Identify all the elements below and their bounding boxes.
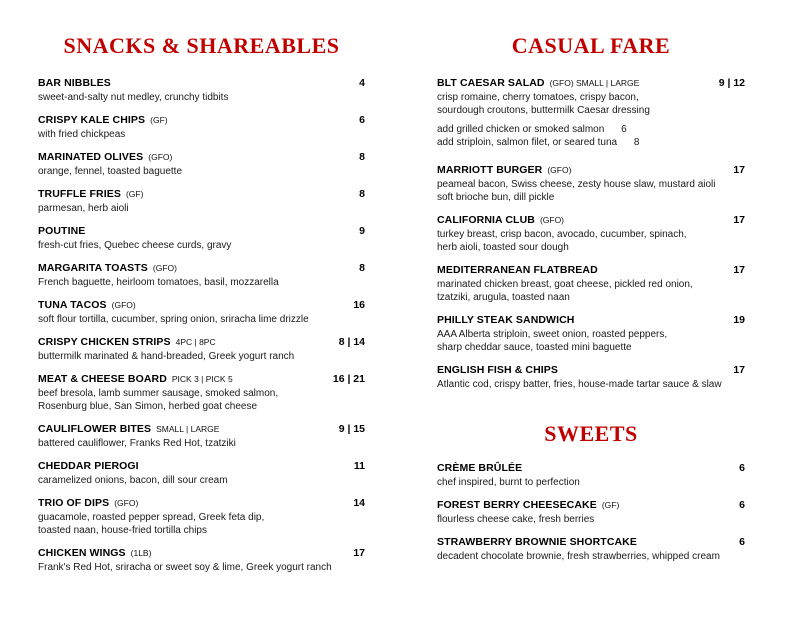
item-name: TRIO OF DIPS: [38, 497, 110, 509]
item-name: CAULIFLOWER BITES: [38, 423, 152, 435]
item-price: 19: [733, 314, 745, 326]
item-name: MARINATED OLIVES: [38, 151, 144, 163]
item-description: fresh-cut fries, Quebec cheese curds, gravy: [38, 240, 232, 251]
menu-item-poutine: [38, 224, 365, 252]
menu-item-crispy-chicken-strips: [38, 335, 365, 363]
item-price: 14: [353, 497, 365, 509]
item-description: with fried chickpeas: [38, 129, 126, 140]
item-suffix: 4PC | 8PC: [175, 337, 216, 347]
item-description: Rosenburg blue, San Simon, herbed goat cheese: [38, 401, 258, 412]
addon-line: [437, 123, 745, 136]
item-price: 9 | 12: [718, 77, 745, 89]
item-price: 17: [733, 164, 745, 176]
item-suffix: (GFO): [114, 498, 139, 508]
item-description: tzatziki, arugula, toasted naan: [437, 292, 570, 303]
addon-text: add grilled chicken or smoked salmon: [437, 124, 605, 135]
item-description: Atlantic cod, crispy batter, fries, house-made tartar sauce & slaw: [437, 379, 722, 390]
menu-item-cheddar-pierogi: [38, 459, 365, 487]
item-price: 17: [353, 547, 365, 559]
menu-item-header: [437, 461, 745, 476]
item-name: ENGLISH FISH & CHIPS: [437, 364, 559, 376]
menu-item-trio-of-dips: [38, 496, 365, 537]
item-price: 4: [359, 77, 365, 89]
item-price: 17: [733, 214, 745, 226]
item-name: CRISPY CHICKEN STRIPS: [38, 336, 171, 348]
menu-item-header: [38, 422, 365, 437]
item-description: flourless cheese cake, fresh berries: [437, 514, 595, 525]
snacks-column: [38, 33, 365, 583]
item-price: 8: [359, 188, 365, 200]
menu-item-header: [437, 163, 745, 178]
menu-item-header: [437, 76, 745, 91]
menu-item-header: [437, 313, 745, 328]
item-description: chef inspired, burnt to perfection: [437, 477, 580, 488]
section-casual-fare: [437, 33, 745, 391]
menu-item-header: [38, 76, 365, 91]
item-description: sweet-and-salty nut medley, crunchy tidbits: [38, 92, 229, 103]
item-suffix: (GFO): [547, 165, 572, 175]
item-name: BAR NIBBLES: [38, 77, 111, 89]
item-price: 17: [733, 364, 745, 376]
menu-item-truffle-fries: [38, 187, 365, 215]
item-name: BLT CAESAR SALAD: [437, 77, 545, 89]
menu-item-header: [437, 363, 745, 378]
item-description: turkey breast, crisp bacon, avocado, cucumber, spinach,: [437, 229, 687, 240]
menu-item-mediterranean-flatbread: [437, 263, 745, 304]
item-price: 8: [359, 151, 365, 163]
item-name: MARRIOTT BURGER: [437, 164, 543, 176]
item-price: 6: [739, 499, 745, 511]
item-suffix: SMALL | LARGE: [156, 424, 220, 434]
item-price: 11: [353, 460, 365, 472]
item-price: 8: [359, 262, 365, 274]
addon-line: [437, 136, 745, 149]
casual-fare-column: [437, 33, 745, 572]
item-description: beef bresola, lamb summer sausage, smoked salmon,: [38, 388, 279, 399]
menu-item-crispy-kale-chips: [38, 113, 365, 141]
addon-price: 8: [633, 137, 640, 148]
item-description: soft flour tortilla, cucumber, spring onion, sriracha lime drizzle: [38, 314, 309, 325]
menu-item-tuna-tacos: [38, 298, 365, 326]
menu-item-header: [38, 546, 365, 561]
item-name: MEAT & CHEESE BOARD: [38, 373, 167, 385]
item-suffix: (GFO): [152, 263, 177, 273]
item-name: TRUFFLE FRIES: [38, 188, 121, 200]
item-price: 6: [739, 536, 745, 548]
section-sweets: [437, 421, 745, 563]
item-description: peameal bacon, Swiss cheese, zesty house slaw, mustard aioli: [437, 179, 716, 190]
item-suffix: (GFO): [539, 215, 565, 225]
item-description: sharp cheddar sauce, toasted mini baguette: [437, 342, 632, 353]
menu-item-header: [437, 263, 745, 278]
item-name: FOREST BERRY CHEESECAKE: [437, 499, 597, 511]
item-name: PHILLY STEAK SANDWICH: [437, 314, 575, 326]
menu-item-bar-nibbles: [38, 76, 365, 104]
item-name: TUNA TACOS: [38, 299, 107, 311]
section-title-casual-fare: CASUAL FARE: [511, 33, 671, 58]
menu-item-creme-brulee: [437, 461, 745, 489]
menu-item-header: [38, 459, 365, 474]
item-description: toasted naan, house-fried tortilla chips: [38, 525, 207, 536]
menu-item-header: [38, 335, 365, 350]
item-price: 16: [353, 299, 365, 311]
item-description: Frank's Red Hot, sriracha or sweet soy & lime, Greek yogurt ranch: [38, 562, 332, 573]
menu-item-philly-steak-sandwich: [437, 313, 745, 354]
item-name: MARGARITA TOASTS: [38, 262, 148, 274]
addon-price: 6: [621, 124, 627, 135]
item-name: MEDITERRANEAN FLATBREAD: [437, 264, 598, 276]
item-name: CHICKEN WINGS: [38, 547, 126, 559]
item-price: 17: [733, 264, 745, 276]
menu-item-header: [38, 224, 365, 239]
item-suffix: (GFO): [111, 300, 136, 310]
item-name: CALIFORNIA CLUB: [437, 214, 535, 226]
item-addons: [437, 123, 745, 149]
item-suffix: (GF): [601, 500, 620, 510]
item-price: 6: [359, 114, 365, 126]
item-price: 9: [359, 225, 365, 237]
menu-item-header: [38, 150, 365, 165]
item-suffix: (1LB): [130, 548, 152, 558]
item-description: guacamole, roasted pepper spread, Greek feta dip,: [38, 512, 265, 523]
menu-item-english-fish-chips: [437, 363, 745, 391]
menu-item-blt-caesar-salad: [437, 76, 745, 149]
menu-item-marinated-olives: [38, 150, 365, 178]
item-description: parmesan, herb aioli: [38, 203, 129, 214]
menu-item-forest-berry-cheesecake: [437, 498, 745, 526]
menu-item-header: [437, 213, 745, 228]
item-suffix: (GF): [125, 189, 144, 199]
menu-item-header: [38, 372, 365, 387]
item-description: French baguette, heirloom tomatoes, basil, mozzarella: [38, 277, 279, 288]
menu-item-header: [38, 496, 365, 511]
item-description: sourdough croutons, buttermilk Caesar dressing: [437, 105, 650, 116]
menu-item-chicken-wings: [38, 546, 365, 574]
item-suffix: (GF): [150, 115, 168, 125]
item-name: CHEDDAR PIEROGI: [38, 460, 139, 472]
item-description: battered cauliflower, Franks Red Hot, tzatziki: [38, 438, 236, 449]
item-price: 16 | 21: [332, 373, 365, 385]
item-price: 6: [739, 462, 745, 474]
menu-item-header: [38, 113, 365, 128]
menu-item-margarita-toasts: [38, 261, 365, 289]
menu-item-header: [437, 498, 745, 513]
addon-text: add striploin, salmon filet, or seared tuna: [437, 137, 618, 148]
item-name: STRAWBERRY BROWNIE SHORTCAKE: [437, 536, 637, 548]
item-description: crisp romaine, cherry tomatoes, crispy bacon,: [437, 92, 639, 103]
item-description: marinated chicken breast, goat cheese, pickled red onion,: [437, 279, 693, 290]
menu-item-header: [38, 298, 365, 313]
menu-item-header: [437, 535, 745, 550]
item-name: POUTINE: [38, 225, 86, 237]
item-description: AAA Alberta striploin, sweet onion, roasted peppers,: [437, 329, 668, 340]
item-suffix: PICK 3 | PICK 5: [171, 374, 233, 384]
item-suffix: (GFO) SMALL | LARGE: [549, 78, 640, 88]
menu-item-meat-cheese-board: [38, 372, 365, 413]
menu-item-marriott-burger: [437, 163, 745, 204]
item-price: 9 | 15: [338, 423, 365, 435]
item-name: CRÈME BRÛLÉE: [437, 462, 523, 474]
item-suffix: (GFO): [148, 152, 173, 162]
item-description: caramelized onions, bacon, dill sour cream: [38, 475, 228, 486]
section-title-snacks: SNACKS & SHAREABLES: [63, 33, 340, 58]
item-description: buttermilk marinated & hand-breaded, Greek yogurt ranch: [38, 351, 295, 362]
item-name: CRISPY KALE CHIPS: [38, 114, 146, 126]
menu-item-california-club: [437, 213, 745, 254]
item-description: herb aioli, toasted sour dough: [437, 242, 569, 253]
section-title-sweets: SWEETS: [544, 421, 638, 446]
item-price: 8 | 14: [338, 336, 365, 348]
item-description: soft brioche bun, dill pickle: [437, 192, 555, 203]
menu-item-strawberry-brownie-shortcake: [437, 535, 745, 563]
item-description: orange, fennel, toasted baguette: [38, 166, 183, 177]
item-description: decadent chocolate brownie, fresh strawberries, whipped cream: [437, 551, 720, 562]
menu-item-cauliflower-bites: [38, 422, 365, 450]
menu-item-header: [38, 187, 365, 202]
menu-item-header: [38, 261, 365, 276]
